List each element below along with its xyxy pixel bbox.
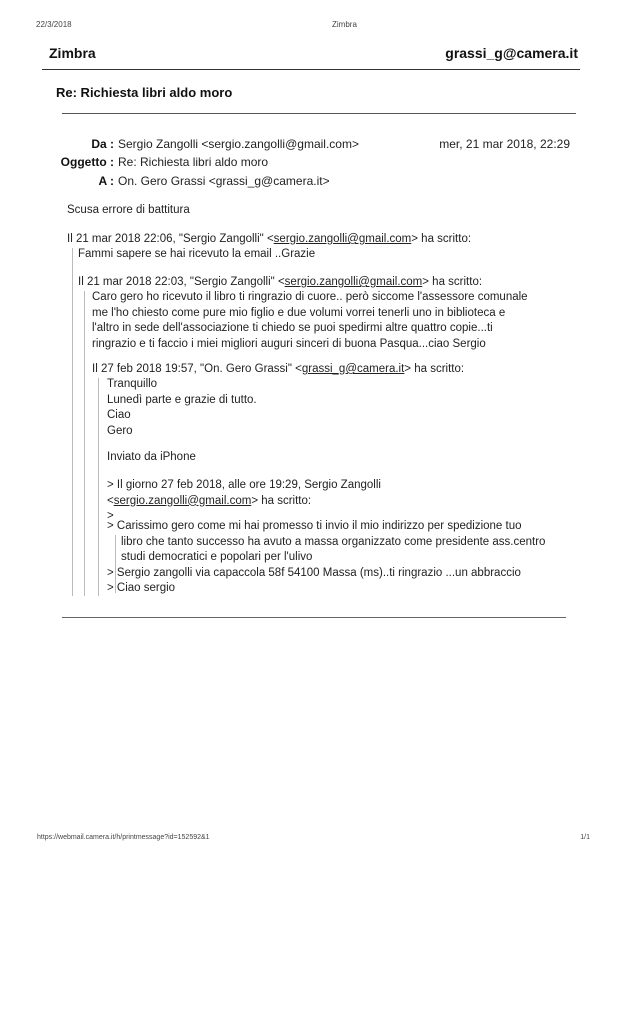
quote-text: Ciao	[107, 409, 131, 422]
sent-from-text: Inviato da iPhone	[107, 451, 196, 463]
quote-header: Il 21 mar 2018 22:03, "Sergio Zangolli" <sergio.zangolli@gmail.com> ha scritto:	[78, 276, 483, 288]
from-label: Da :	[91, 137, 114, 151]
quote-bar	[84, 291, 85, 596]
quote-text: >	[107, 510, 114, 523]
quote-text: Gero	[107, 424, 133, 437]
brand-name: Zimbra	[49, 45, 96, 61]
print-app-name: Zimbra	[332, 20, 357, 29]
account-email: grassi_g@camera.it	[445, 45, 578, 61]
quote-text: l'altro in sede dell'associazione ti chiedo se puoi spedirmi altre quattro copie...ti	[92, 322, 493, 335]
quote-text: Lunedì parte e grazie di tutto.	[107, 393, 257, 406]
print-date: 22/3/2018	[36, 20, 72, 29]
message-date: mer, 21 mar 2018, 22:29	[439, 137, 570, 151]
quote-bar	[98, 378, 99, 596]
quote-text: libro che tanto successo ha avuto a massa organizzato come presidente ass.centro	[121, 535, 546, 548]
message-title: Re: Richiesta libri aldo moro	[56, 85, 233, 100]
quoted-email-link[interactable]: sergio.zangolli@gmail.com	[273, 233, 412, 245]
quote-text: studi democratici e popolari per l'ulivo	[121, 551, 313, 564]
title-divider	[62, 113, 576, 114]
quote-text: Fammi sapere se hai ricevuto la email ..Grazie	[78, 248, 316, 260]
quote-text: > Carissimo gero come mi hai promesso ti invio il mio indirizzo per spedizione tuo	[107, 520, 522, 532]
quote-text: <sergio.zangolli@gmail.com> ha scritto:	[107, 494, 312, 507]
quote-text: Caro gero ho ricevuto il libro ti ringrazio di cuore.. però siccome l'assessore comunale	[92, 291, 528, 303]
quote-text: ringrazio e ti faccio i miei migliori auguri sinceri di buona Pasqua...ciao Sergio	[92, 337, 486, 350]
page-number: 1/1	[580, 834, 590, 841]
body-line: Scusa errore di battitura	[67, 204, 190, 216]
print-url: https://webmail.camera.it/h/printmessage?id=152592&1	[37, 834, 210, 841]
to-label: A :	[98, 174, 114, 188]
quote-header: Il 27 feb 2018 19:57, "On. Gero Grassi" <grassi_g@camera.it> ha scritto:	[92, 363, 465, 375]
quote-text: > Il giorno 27 feb 2018, alle ore 19:29, Sergio Zangolli	[107, 479, 381, 491]
quote-text: > Ciao sergio	[107, 582, 176, 595]
from-value: Sergio Zangolli <sergio.zangolli@gmail.com>	[118, 137, 359, 151]
quote-text: me l'ho chiesto come pure mio figlio e due volumi vorrei tenerli uno in biblioteca e	[92, 306, 506, 319]
subject-label: Oggetto :	[60, 155, 114, 169]
quote-text: > Sergio zangolli via capaccola 58f 54100 Massa (ms)..ti ringrazio ...un abbraccio	[107, 566, 521, 579]
quoted-email-link[interactable]: sergio.zangolli@gmail.com	[113, 494, 252, 507]
quoted-email-link[interactable]: sergio.zangolli@gmail.com	[284, 276, 423, 288]
subject-value: Re: Richiesta libri aldo moro	[118, 155, 269, 169]
to-value: On. Gero Grassi <grassi_g@camera.it>	[118, 174, 330, 188]
quoted-email-link[interactable]: grassi_g@camera.it	[301, 363, 405, 375]
quote-bar	[72, 248, 73, 596]
quote-header: Il 21 mar 2018 22:06, "Sergio Zangolli" <sergio.zangolli@gmail.com> ha scritto:	[67, 233, 472, 245]
header-divider	[42, 69, 580, 70]
quote-text: Tranquillo	[107, 378, 158, 390]
message-end-divider	[62, 617, 566, 618]
